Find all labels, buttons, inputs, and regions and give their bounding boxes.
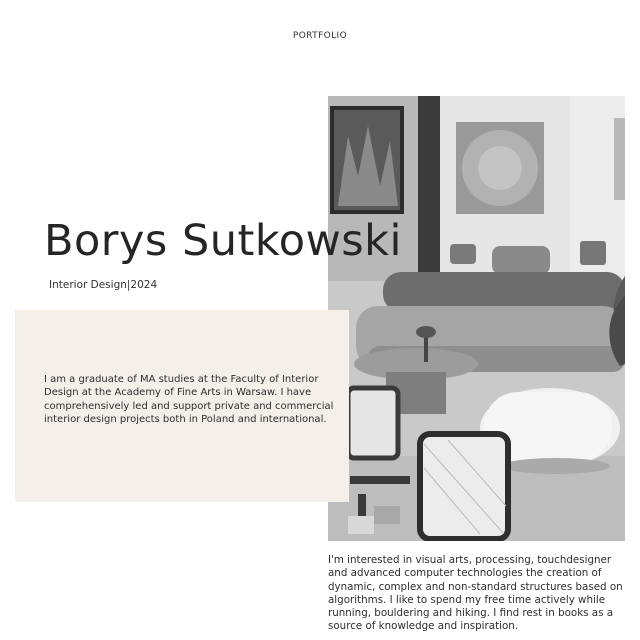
subtitle: Interior Design|2024: [49, 279, 158, 291]
interior-photo: [328, 96, 625, 541]
interests-text: I'm interested in visual arts, processing, touchdesigner and advanced computer technologies the creation of dynamic, complex and non-standard structures based on algorithms. I like to spend my free time actively while running, bouldering and hiking. I find rest in books as a source of knowledge and inspiration.: [328, 554, 623, 633]
bio-card: [15, 310, 349, 502]
bio-text: I am a graduate of MA studies at the Faculty of Interior Design at the Academy of Fine Arts in Warsaw. I have comprehensively led and support private and commercial interior design projects both in Poland and international.: [44, 374, 334, 425]
interior-photo-illustration: [328, 96, 625, 541]
page-title: Borys Sutkowski: [44, 216, 403, 266]
portfolio-label: PORTFOLIO: [292, 31, 348, 41]
